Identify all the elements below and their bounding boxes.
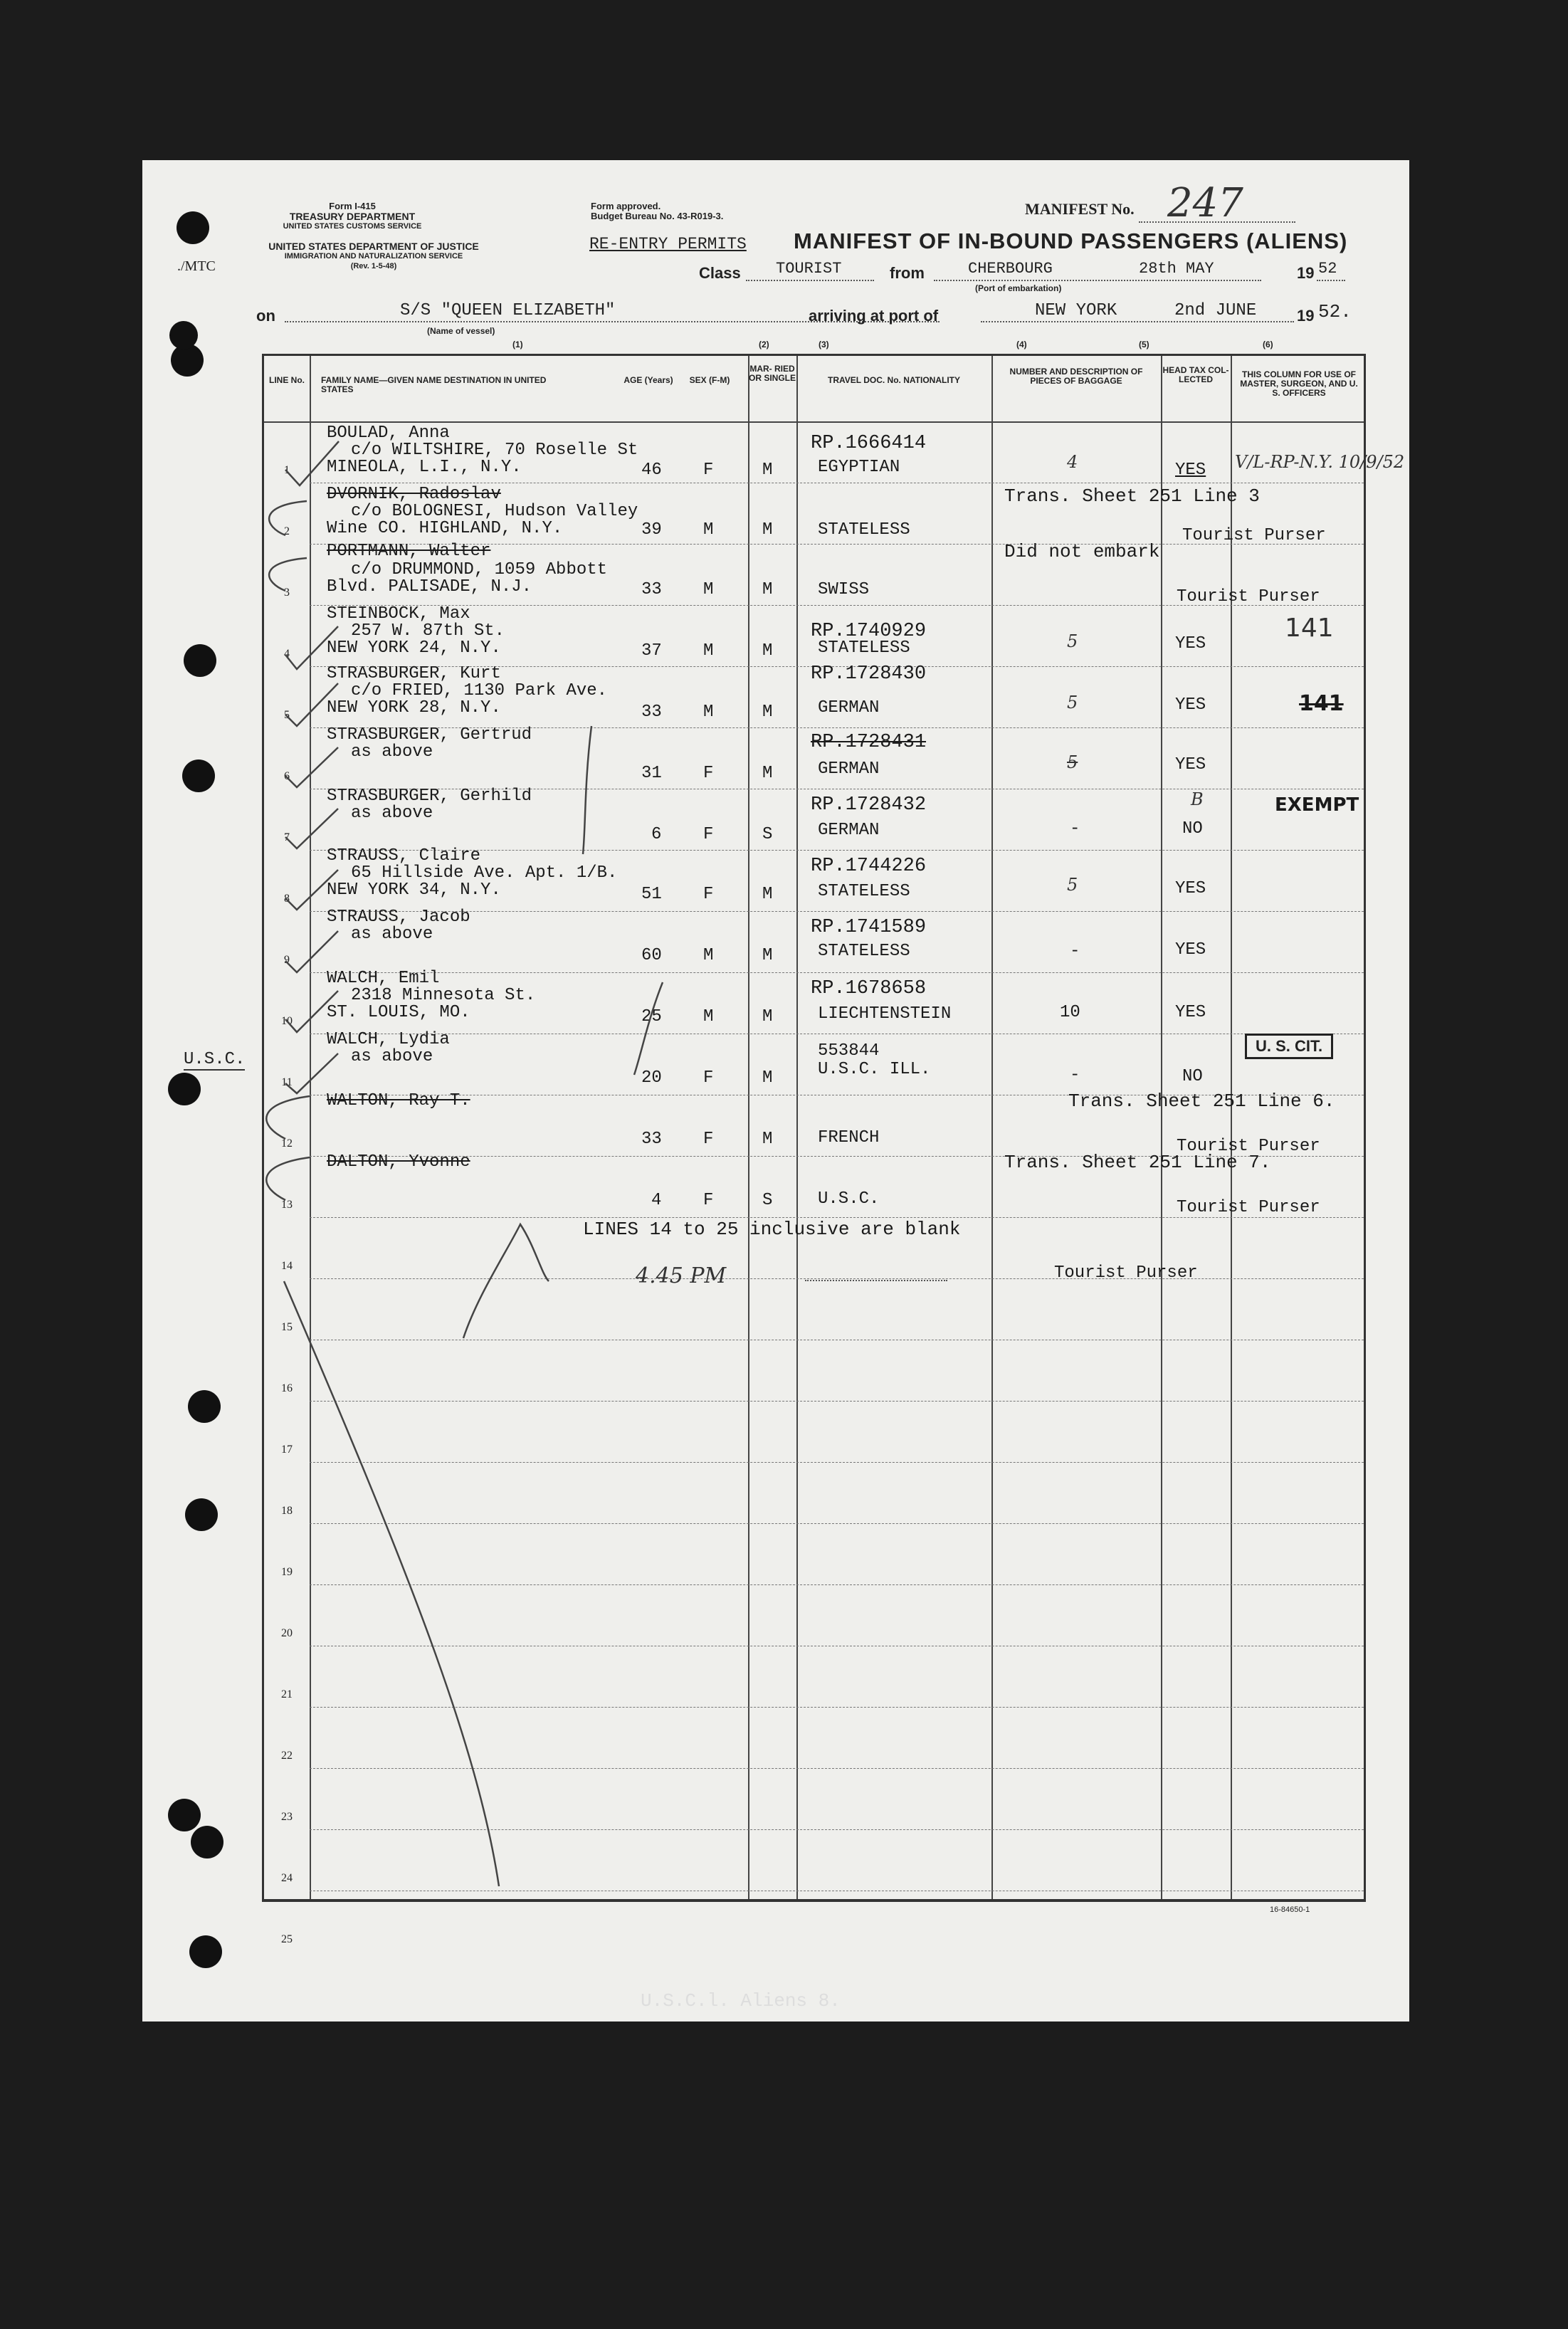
passenger-name: WALCH, Lydia [327, 1030, 450, 1049]
nationality: GERMAN [818, 759, 880, 779]
passenger-age: 33 [641, 703, 662, 722]
line-number: 23 [281, 1811, 293, 1823]
passenger-city: NEW YORK 28, N.Y. [327, 698, 501, 717]
nationality: LIECHTENSTEIN [818, 1004, 952, 1024]
arrival-date: 2nd JUNE [1174, 301, 1257, 320]
line-number: 10 [281, 1015, 293, 1027]
arrival-line [981, 321, 1294, 322]
travel-doc: RP.1666414 [811, 433, 927, 454]
passenger-sex: M [703, 520, 714, 540]
passenger-age: 4 [651, 1191, 662, 1210]
justice-dept: UNITED STATES DEPARTMENT OF JUSTICE [268, 241, 479, 252]
passenger-city: ST. LOUIS, MO. [327, 1003, 470, 1022]
passenger-name: PORTMANN, Walter [327, 542, 491, 561]
passenger-address: as above [351, 1047, 433, 1066]
pencil-line [583, 726, 591, 854]
arrival-port: NEW YORK [1035, 301, 1117, 320]
colnum-2: (2) [759, 340, 769, 349]
nationality: GERMAN [818, 698, 880, 717]
footer-code: 16-84650-1 [1270, 1905, 1310, 1914]
passenger-sex: M [703, 703, 714, 722]
check-mark [285, 1053, 338, 1093]
check-mark [285, 441, 339, 485]
pencil-line [634, 982, 663, 1075]
passenger-age: 33 [641, 580, 662, 599]
col-header-head-tax: HEAD TAX COL- LECTED [1162, 365, 1229, 384]
punch-hole [177, 211, 209, 244]
transfer-note: Trans. Sheet 251 Line 6. [1068, 1090, 1335, 1112]
nationality: STATELESS [818, 638, 910, 658]
check-mark [285, 683, 338, 726]
travel-doc: 553844 [818, 1041, 880, 1061]
line-number: 22 [281, 1750, 293, 1762]
passenger-address: as above [351, 804, 433, 823]
marital-status: M [762, 703, 773, 722]
passenger-address: c/o DRUMMOND, 1059 Abbott [351, 560, 608, 579]
colnum-4: (4) [1016, 340, 1027, 349]
margin-mtc: ./MTC [177, 258, 216, 274]
passenger-name: STRAUSS, Jacob [327, 908, 470, 927]
passenger-city: MINEOLA, L.I., N.Y. [327, 458, 522, 477]
circle-mark [269, 501, 307, 535]
col-header-married: MAR- RIED OR SINGLE [748, 364, 796, 383]
punch-hole [169, 321, 198, 349]
col-header-travel-doc: TRAVEL DOC. No. NATIONALITY [828, 375, 960, 385]
passenger-sex: F [703, 885, 714, 904]
circle-mark [269, 558, 307, 591]
passenger-sex: F [703, 1130, 714, 1149]
line-number: 8 [284, 893, 290, 905]
nationality: SWISS [818, 580, 870, 599]
margin-usc: U.S.C. [184, 1050, 246, 1069]
passenger-address: 65 Hillside Ave. Apt. 1/B. [351, 863, 618, 883]
marital-status: S [762, 1191, 773, 1210]
nationality: EGYPTIAN [818, 458, 900, 477]
marital-status: M [762, 520, 773, 540]
punch-hole [184, 644, 216, 677]
baggage-count: 10 [1060, 1003, 1080, 1022]
class-value: TOURIST [776, 260, 842, 278]
baggage-count: 4 [1067, 452, 1078, 472]
form-number: Form I-415 [329, 201, 376, 211]
us-cit-stamp: U. S. CIT. [1245, 1034, 1333, 1059]
transfer-note: Trans. Sheet 251 Line 3 [1004, 485, 1260, 507]
marital-status: M [762, 885, 773, 904]
officer-note: 141 [1285, 614, 1334, 643]
reentry-permits: RE-ENTRY PERMITS [589, 235, 747, 253]
passenger-age: 51 [641, 885, 662, 904]
circle-mark [266, 1157, 310, 1200]
nationality: STATELESS [818, 882, 910, 901]
travel-doc: RP.1741589 [811, 917, 927, 938]
line-number: 5 [284, 709, 290, 721]
officer-note: EXEMPT [1275, 794, 1359, 816]
travel-doc: RP.1744226 [811, 856, 927, 877]
passenger-age: 20 [641, 1068, 662, 1088]
check-mark [285, 931, 338, 972]
punch-hole [182, 759, 215, 792]
passenger-sex: M [703, 641, 714, 661]
passenger-name: STRASBURGER, Kurt [327, 664, 501, 683]
punch-hole [168, 1073, 201, 1105]
manifest-number: 247 [1167, 180, 1243, 226]
punch-hole [191, 1826, 223, 1859]
departure-year-prefix: 19 [1297, 264, 1315, 282]
line-number: 20 [281, 1627, 293, 1639]
blank-lines-note: LINES 14 to 25 inclusive are blank [583, 1219, 961, 1240]
punch-hole [185, 1498, 218, 1531]
colnum-6: (6) [1263, 340, 1273, 349]
passenger-age: 31 [641, 764, 662, 783]
baggage-count: 5 [1067, 631, 1078, 651]
line-number: 2 [284, 525, 290, 537]
line-number: 14 [281, 1260, 293, 1272]
marital-status: M [762, 1007, 773, 1026]
col-header-name: FAMILY NAME—GIVEN NAME DESTINATION IN UNITED STATES [321, 375, 547, 394]
class-label: Class [699, 264, 741, 282]
check-mark [285, 870, 338, 910]
passenger-name: STRASBURGER, Gerhild [327, 787, 532, 806]
purser-note: Tourist Purser [1177, 1198, 1320, 1217]
passenger-age: 25 [641, 1007, 662, 1026]
line-number: 1 [284, 464, 290, 476]
col-header-line: LINE No. [269, 375, 305, 385]
marital-status: M [762, 580, 773, 599]
form-header-treasury [263, 201, 441, 231]
baggage-count: - [1070, 1066, 1080, 1085]
purser-note: Tourist Purser [1177, 587, 1320, 606]
line-number: 3 [284, 587, 290, 599]
departure-year: 52 [1318, 260, 1337, 278]
baggage-count: - [1070, 819, 1080, 838]
line-number: 6 [284, 770, 290, 782]
passenger-sex: F [703, 1068, 714, 1088]
marital-status: M [762, 764, 773, 783]
line-number: 24 [281, 1872, 293, 1884]
passenger-address: 2318 Minnesota St. [351, 986, 536, 1005]
passenger-name: STEINBOCK, Max [327, 604, 470, 624]
pencil-diagonal [284, 1281, 499, 1886]
travel-doc: RP.1728432 [811, 794, 927, 816]
passenger-city: Wine CO. HIGHLAND, N.Y. [327, 519, 563, 538]
passenger-age: 39 [641, 520, 662, 540]
head-tax: YES [1175, 461, 1206, 480]
line-number: 15 [281, 1321, 293, 1333]
line-number: 25 [281, 1933, 293, 1945]
marital-status: M [762, 1068, 773, 1088]
from-line [934, 280, 1261, 281]
treasury-dept: TREASURY DEPARTMENT [289, 211, 416, 222]
passenger-name: BOULAD, Anna [327, 424, 450, 443]
purser-note: Tourist Purser [1177, 1137, 1320, 1156]
passenger-sex: F [703, 1191, 714, 1210]
passenger-sex: M [703, 580, 714, 599]
transfer-note: Trans. Sheet 251 Line 7. [1004, 1152, 1271, 1173]
passenger-age: 33 [641, 1130, 662, 1149]
passenger-name: STRAUSS, Claire [327, 846, 481, 866]
line-number: 13 [281, 1199, 293, 1211]
immigration-service: IMMIGRATION AND NATURALIZATION SERVICE [284, 252, 463, 261]
colnum-1: (1) [512, 340, 523, 349]
embarkation-port: CHERBOURG [968, 260, 1053, 278]
passenger-address: c/o BOLOGNESI, Hudson Valley [351, 502, 638, 521]
on-label: on [256, 307, 275, 325]
nationality: U.S.C. [818, 1189, 880, 1209]
passenger-sex: M [703, 1007, 714, 1026]
check-mark [285, 809, 338, 848]
check-mark [285, 626, 338, 669]
passenger-age: 60 [641, 946, 662, 965]
passenger-sex: M [703, 946, 714, 965]
check-mark [285, 991, 338, 1032]
manifest-number-label: MANIFEST No. [1025, 200, 1135, 218]
travel-doc: RP.1678658 [811, 978, 927, 999]
check-mark [285, 747, 338, 787]
passenger-city: Blvd. PALISADE, N.J. [327, 577, 532, 596]
passenger-age: 37 [641, 641, 662, 661]
tax-mark: B [1191, 789, 1204, 809]
officer-note: V/L-RP-N.Y. 10/9/52 [1235, 452, 1405, 472]
line-number: 12 [281, 1137, 293, 1150]
nationality: STATELESS [818, 942, 910, 961]
head-tax: YES [1175, 634, 1206, 653]
line-number: 9 [284, 954, 290, 966]
embark-note: Did not embark [1004, 541, 1160, 562]
passenger-address: c/o FRIED, 1130 Park Ave. [351, 681, 608, 700]
marital-status: M [762, 1130, 773, 1149]
nationality: U.S.C. ILL. [818, 1060, 931, 1079]
travel-doc: RP.1740929 [811, 621, 927, 642]
pencil-scribble [463, 1224, 549, 1338]
passenger-address: as above [351, 925, 433, 944]
arrival-year-prefix: 19 [1297, 307, 1315, 325]
embarkation-note: (Port of embarkation) [975, 283, 1062, 293]
passenger-name: WALCH, Emil [327, 969, 440, 988]
passenger-sex: F [703, 825, 714, 844]
line-number: 21 [281, 1688, 293, 1700]
passenger-address: c/o WILTSHIRE, 70 Roselle St [351, 441, 638, 460]
passenger-sex: F [703, 764, 714, 783]
marital-status: M [762, 461, 773, 480]
passenger-age: 6 [651, 825, 662, 844]
approval-note [591, 201, 723, 221]
col-header-sex: SEX (F-M) [689, 375, 730, 385]
line-number: 17 [281, 1444, 293, 1456]
line-number: 18 [281, 1505, 293, 1517]
line-number: 7 [284, 831, 290, 843]
head-tax: YES [1175, 755, 1206, 774]
col-header-age: AGE (Years) [623, 375, 673, 385]
baggage-count: 5 [1067, 693, 1078, 713]
col-header-officers: THIS COLUMN FOR USE OF MASTER, SURGEON, AND U. S. OFFICERS [1240, 369, 1358, 398]
arrival-year: 52. [1318, 301, 1352, 322]
bottom-caption: U.S.C.l. Aliens 8. [641, 1990, 841, 2012]
nationality: FRENCH [818, 1128, 880, 1147]
passenger-name: WALTON, Ray T. [327, 1091, 470, 1110]
vessel-note: (Name of vessel) [427, 326, 495, 336]
passenger-city: NEW YORK 24, N.Y. [327, 638, 501, 658]
arriving-label: arriving at port of [809, 307, 939, 325]
colnum-5: (5) [1139, 340, 1149, 349]
head-tax: NO [1182, 1067, 1203, 1086]
marital-status: M [762, 946, 773, 965]
pencil-marks [264, 356, 1364, 1899]
passenger-address: 257 W. 87th St. [351, 621, 505, 641]
baggage-count: - [1070, 942, 1080, 961]
line-number: 19 [281, 1566, 293, 1578]
departure-year-line [1317, 280, 1345, 281]
form-approved: Form approved. [591, 201, 661, 211]
purser-note: Tourist Purser [1054, 1263, 1198, 1283]
baggage-count: 5 [1067, 875, 1078, 895]
officer-note: 141 [1299, 691, 1344, 716]
col-header-baggage: NUMBER AND DESCRIPTION OF PIECES OF BAGGAGE [1009, 367, 1143, 386]
marital-status: S [762, 825, 773, 844]
circle-mark [266, 1096, 310, 1139]
line-number: 4 [284, 648, 290, 660]
line-number: 11 [281, 1076, 293, 1088]
head-tax: YES [1175, 940, 1206, 960]
travel-doc: RP.1728430 [811, 663, 927, 685]
passenger-address: as above [351, 742, 433, 762]
departure-date: 28th MAY [1139, 260, 1214, 278]
baggage-count: 5 [1067, 752, 1078, 772]
from-label: from [890, 264, 925, 282]
head-tax: YES [1175, 695, 1206, 715]
passenger-name: STRASBURGER, Gertrud [327, 725, 532, 745]
head-tax: YES [1175, 1003, 1206, 1022]
purser-note: Tourist Purser [1182, 526, 1326, 545]
marital-status: M [762, 641, 773, 661]
punch-hole [188, 1390, 221, 1423]
nationality: GERMAN [818, 821, 880, 840]
passenger-city: NEW YORK 34, N.Y. [327, 880, 501, 900]
colnum-3: (3) [819, 340, 829, 349]
passenger-age: 46 [641, 461, 662, 480]
handwritten-time: 4.45 PM [636, 1263, 727, 1288]
manifest-title: MANIFEST OF IN-BOUND PASSENGERS (ALIENS) [794, 228, 1348, 253]
travel-doc: RP.1728431 [811, 732, 927, 753]
passenger-sex: F [703, 461, 714, 480]
form-header-justice [256, 241, 491, 271]
vessel-name: S/S "QUEEN ELIZABETH" [400, 301, 616, 320]
head-tax: NO [1182, 819, 1203, 838]
class-line [746, 280, 874, 281]
head-tax: YES [1175, 879, 1206, 898]
manifest-page [142, 160, 1409, 2022]
punch-hole [168, 1799, 201, 1831]
nationality: STATELESS [818, 520, 910, 540]
line-number: 16 [281, 1382, 293, 1394]
passenger-name: DVORNIK, Radoslav [327, 485, 501, 504]
revision: (Rev. 1-5-48) [350, 262, 397, 270]
passenger-name: DALTON, Yvonne [327, 1152, 470, 1172]
budget-bureau: Budget Bureau No. 43-R019-3. [591, 211, 724, 221]
punch-hole [189, 1935, 222, 1968]
customs-service: UNITED STATES CUSTOMS SERVICE [283, 222, 422, 231]
